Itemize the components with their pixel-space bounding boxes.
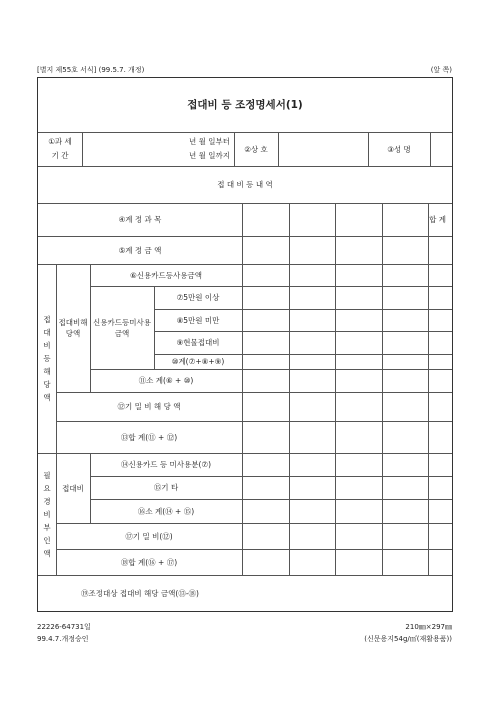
secret-2: ⑰기 밀 비(⑫) <box>125 531 173 541</box>
page-side: (앞 쪽) <box>430 66 452 74</box>
sub-group-1: 접대비해당액 <box>58 318 88 338</box>
over-50k: ⑦5만원 이상 <box>176 293 220 302</box>
left-group-1 <box>38 264 56 453</box>
sub-group-2: 접대비 <box>62 483 84 493</box>
form-title: 접대비 등 조정명세서(1) <box>187 98 303 111</box>
company-label: ②상 호 <box>244 144 268 154</box>
amount-label: ⑤계 정 금 액 <box>118 245 162 255</box>
card-used-label: ⑥신용카드등사용금액 <box>130 270 202 280</box>
period-label-2: 기 간 <box>51 150 69 160</box>
period-from: 년 월 일부터 <box>189 136 230 146</box>
under-50k: ⑧5만원 미만 <box>176 315 220 325</box>
name-label: ③성 명 <box>387 144 411 154</box>
footer-approval: 99.4.7.개정승인 <box>37 635 89 643</box>
card-group: 신용카드등미사용금액 <box>93 317 151 338</box>
card-sum: ⑩계(⑦+⑧+⑨) <box>171 357 225 366</box>
left-group-2 <box>38 453 56 575</box>
period-to: 년 월 일까지 <box>189 150 230 160</box>
footer-code: 22226-64731일 <box>37 623 91 631</box>
form-id: [별지 제55호 서식] (99.5.7. 개정) <box>37 66 145 74</box>
form-sheet <box>37 77 453 612</box>
footer-size: 210㎜×297㎜ <box>405 623 452 631</box>
left-group-1-text: 접대비등해당액 <box>43 315 51 402</box>
card-unused-portion: ⑭신용카드 등 미사용분(⑦) <box>120 460 212 469</box>
left-group-2-text: 필요경비부인액 <box>43 470 51 558</box>
subtotal-1: ⑪소 계(⑥ + ⑩) <box>138 376 194 385</box>
final-amount-label: ⑲조정대상 접대비 해당 금액(⑬-⑱) <box>81 588 199 598</box>
total-label: 합 계 <box>429 215 446 224</box>
total-2: ⑱합 계(⑯ + ⑰) <box>120 557 178 567</box>
secret-1: ⑫기 밀 비 해 당 액 <box>117 402 181 411</box>
account-label: ④계 정 과 목 <box>118 215 162 224</box>
other-label: ⑮기 타 <box>153 483 179 492</box>
total-1: ⑬합 계(⑪ + ⑫) <box>120 432 178 442</box>
cash: ⑨현물접대비 <box>176 338 220 347</box>
subtotal-2: ⑯소 계(⑭ + ⑮) <box>137 506 195 516</box>
footer-paper: (신문용지54g/㎡(재활용품)) <box>364 635 452 643</box>
period-label-1: ①과 세 <box>48 136 72 146</box>
section-header: 접 대 비 등 내 역 <box>217 180 273 189</box>
